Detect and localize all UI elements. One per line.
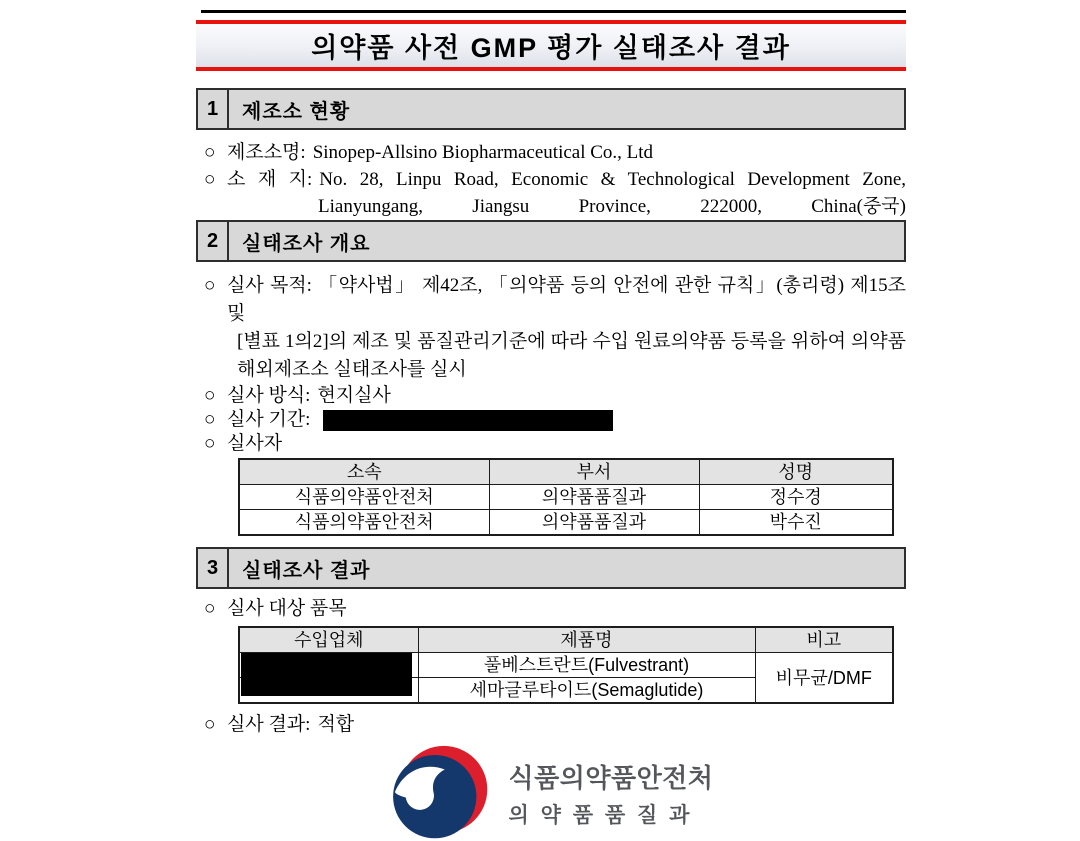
result-label: 실사 결과: — [227, 714, 311, 735]
product-1: 풀베스트란트(Fulvestrant) — [418, 653, 755, 678]
dept-name: 의 약 품 품 질 과 — [508, 803, 693, 827]
section-1-content — [196, 139, 906, 220]
inspectors-col-affiliation: 소속 — [239, 459, 489, 485]
product-2: 세마글루타이드(Semaglutide) — [418, 678, 755, 704]
method-label: 실사 방식: — [227, 385, 311, 406]
items-col-note: 비고 — [755, 627, 893, 653]
section-2-header — [196, 220, 906, 262]
purpose-text-line2: [별표 1의2]의 제조 및 품질관리기준에 따라 수입 원료의약품 등록을 위하여 의약품 — [237, 331, 906, 352]
table-row — [239, 485, 893, 510]
inspector-1-name: 정수경 — [699, 485, 893, 510]
purpose-text-line3: 해외제조소 실태조사를 실시 — [237, 359, 467, 380]
result-block — [196, 713, 906, 737]
section-3-title: 실태조사 결과 — [242, 559, 371, 582]
bullet-icon: ○ — [204, 598, 216, 619]
result-line — [196, 713, 906, 737]
bullet-icon: ○ — [204, 385, 216, 406]
document-body — [196, 10, 906, 841]
items-table-header-row — [239, 627, 893, 653]
inspector-2-name: 박수진 — [699, 510, 893, 536]
inspector-1-affiliation: 식품의약품안전처 — [239, 485, 489, 510]
note-cell: 비무균/DMF — [755, 653, 893, 704]
purpose-line-1 — [196, 272, 906, 328]
bullet-icon: ○ — [204, 169, 216, 190]
period-line — [196, 408, 906, 432]
bullet-icon: ○ — [204, 142, 216, 163]
inspectors-col-department: 부서 — [489, 459, 699, 485]
bullet-icon: ○ — [204, 275, 216, 296]
inspectors-table-header-row — [239, 459, 893, 485]
purpose-text-line1: 실사 목적: 「약사법」 제42조, 「의약품 등의 안전에 관한 규칙」(총리령) 제15조 및 — [227, 275, 906, 324]
items-col-importer: 수입업체 — [239, 627, 418, 653]
government-emblem-icon — [389, 745, 495, 841]
section-2-number: 2 — [198, 222, 229, 260]
inspector-2-affiliation: 식품의약품안전처 — [239, 510, 489, 536]
site-address-label: 소 재 지: — [227, 169, 313, 190]
items-col-product: 제품명 — [418, 627, 755, 653]
redaction-box — [241, 653, 412, 696]
section-3-header — [196, 547, 906, 589]
site-address-value-line2: Lianyungang, Jiangsu Province, 222000, China(중국) — [318, 196, 906, 217]
site-name-line — [196, 139, 906, 166]
section-2-content — [196, 272, 906, 456]
method-line — [196, 384, 906, 408]
footer-logo — [196, 745, 906, 841]
section-3-number: 3 — [198, 549, 229, 587]
section-1-title: 제조소 현황 — [242, 100, 351, 123]
site-address-line — [196, 166, 906, 193]
logo-text — [509, 758, 714, 829]
items-line — [196, 597, 906, 621]
section-1-number: 1 — [198, 90, 229, 128]
title-banner — [196, 20, 906, 71]
bullet-icon: ○ — [204, 714, 216, 735]
section-3-content — [196, 597, 906, 621]
inspectors-label: 실사자 — [227, 433, 283, 454]
inspector-1-department: 의약품품질과 — [489, 485, 699, 510]
org-name: 식품의약품안전처 — [508, 762, 714, 793]
result-value: 적합 — [317, 714, 355, 735]
bullet-icon: ○ — [204, 409, 216, 430]
items-label: 실사 대상 품목 — [227, 598, 347, 619]
inspectors-col-name: 성명 — [699, 459, 893, 485]
period-label: 실사 기간: — [227, 409, 311, 430]
site-address-value-line1: No. 28, Linpu Road, Economic & Technological Development Zone, — [319, 169, 907, 190]
site-name-label: 제조소명: — [227, 142, 306, 163]
document-title: 의약품 사전 GMP 평가 실태조사 결과 — [311, 33, 791, 63]
table-row — [239, 510, 893, 536]
inspectors-table — [238, 458, 894, 536]
section-2-title: 실태조사 개요 — [242, 232, 371, 255]
bullet-icon: ○ — [204, 433, 216, 454]
items-table-wrap — [196, 626, 906, 704]
top-rule — [201, 10, 906, 13]
inspector-2-department: 의약품품질과 — [489, 510, 699, 536]
method-value: 현지실사 — [317, 385, 391, 406]
inspectors-line — [196, 432, 906, 456]
site-name-value: Sinopep-Allsino Biopharmaceutical Co., Ltd — [312, 142, 654, 163]
section-1-header — [196, 88, 906, 130]
redaction-box — [323, 410, 613, 431]
